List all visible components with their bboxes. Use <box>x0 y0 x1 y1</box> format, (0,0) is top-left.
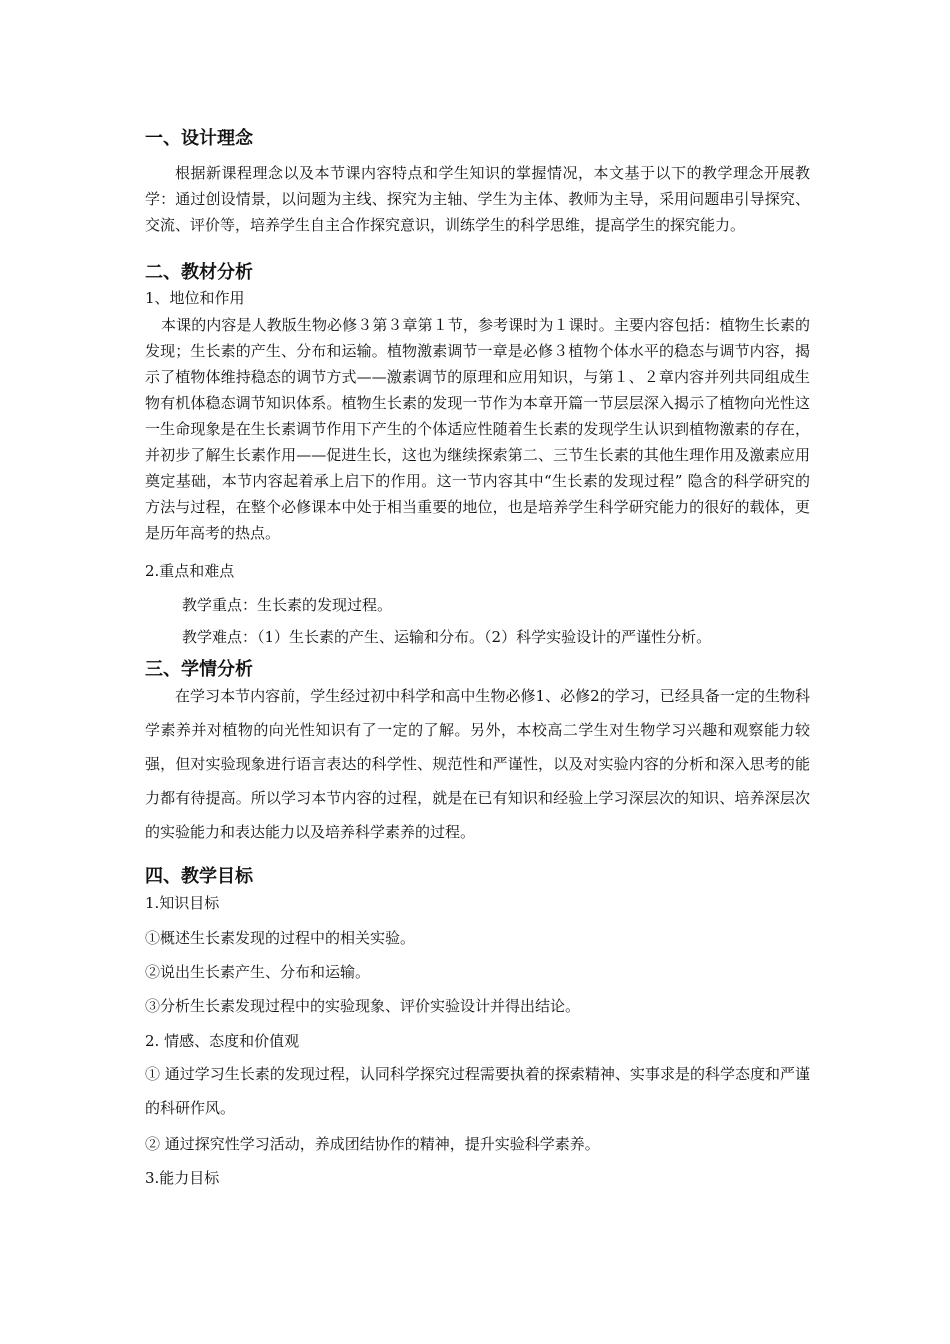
section-3-paragraph: 在学习本节内容前，学生经过初中科学和高中生物必修1、必修2的学习，已经具备一定的生物科学素养并对植物的向光性知识有了一定的了解。另外，本校高二学生对生物学习兴趣和观察能力较强，但对实验现象进行语言表达的科学性、规范性和严谨性，以及对实验内容的分析和深入思考的能力都有待提高。所以学习本节内容的过程，就是在已有知识和经验上学习深层次的知识、培养深层次的实验能力和表达能力以及培养科学素养的过程。 <box>145 687 810 841</box>
section-4-subheading-2: 2. 情感、态度和价值观 <box>145 1032 300 1050</box>
section-2-heading: 二、教材分析 <box>145 262 253 283</box>
section-4-subheading-1: 1.知识目标 <box>145 894 220 912</box>
section-4-subheading-3: 3.能力目标 <box>145 1169 220 1187</box>
knowledge-goal-1: ①概述生长素发现的过程中的相关实验。 <box>145 929 416 947</box>
knowledge-goal-2: ②说出生长素产生、分布和运输。 <box>145 963 371 981</box>
emotion-goal-2: ② 通过探究性学习活动，养成团结协作的精神，提升实验科学素养。 <box>145 1135 600 1153</box>
knowledge-goal-3: ③分析生长素发现过程中的实验现象、评价实验设计并得出结论。 <box>145 997 581 1015</box>
emotion-goal-1: ① 通过学习生长素的发现过程，认同科学探究过程需要执着的探索精神、实事求是的科学态度和严谨的科研作风。 <box>145 1065 810 1117</box>
section-2-paragraph: 本课的内容是人教版生物必修３第３章第１节，参考课时为１课时。主要内容包括：植物生长素的发现；生长素的产生、分布和运输。植物激素调节一章是必修３植物个体水平的稳态与调节内容，揭示了植物体维持稳态的调节方式——激素调节的原理和应用知识，与第１、２章内容并列共同组成生物有机体稳态调节知识体系。植物生长素的发现一节作为本章开篇一节层层深入揭示了植物向光性这一生命现象是在生长素调节作用下产生的个体适应性随着生长素的发现学生认识到植物激素的存在，并初步了解生长素作用——促进生长，这也为继续探索第二、三节生长素的其他生理作用及激素应用奠定基础，本节内容起着承上启下的作用。这一节内容其中“生长素的发现过程” 隐含的科学研究的方法与过程，在整个必修课本中处于相当重要的地位，也是培养学生科学研究能力的很好的载体，更是历年高考的热点。 <box>145 316 810 542</box>
difficult-point: 教学难点：（1）生长素的产生、运输和分布。（2）科学实验设计的严谨性分析。 <box>182 628 712 646</box>
section-1-paragraph: 根据新课程理念以及本节课内容特点和学生知识的掌握情况，本文基于以下的教学理念开展教学：通过创设情景，以问题为主线、探究为主轴、学生为主体、教师为主导，采用问题串引导探究、交流、评价等，培养学生自主合作探究意识，训练学生的科学思维，提高学生的探究能力。 <box>145 164 810 234</box>
section-2-subheading-1: 1、地位和作用 <box>145 289 245 307</box>
section-3-heading: 三、学情分析 <box>145 659 253 680</box>
key-point: 教学重点：生长素的发现过程。 <box>182 596 393 614</box>
section-1-heading: 一、设计理念 <box>145 128 253 149</box>
section-2-subheading-2: 2.重点和难点 <box>145 562 235 580</box>
section-4-heading: 四、教学目标 <box>145 866 253 887</box>
